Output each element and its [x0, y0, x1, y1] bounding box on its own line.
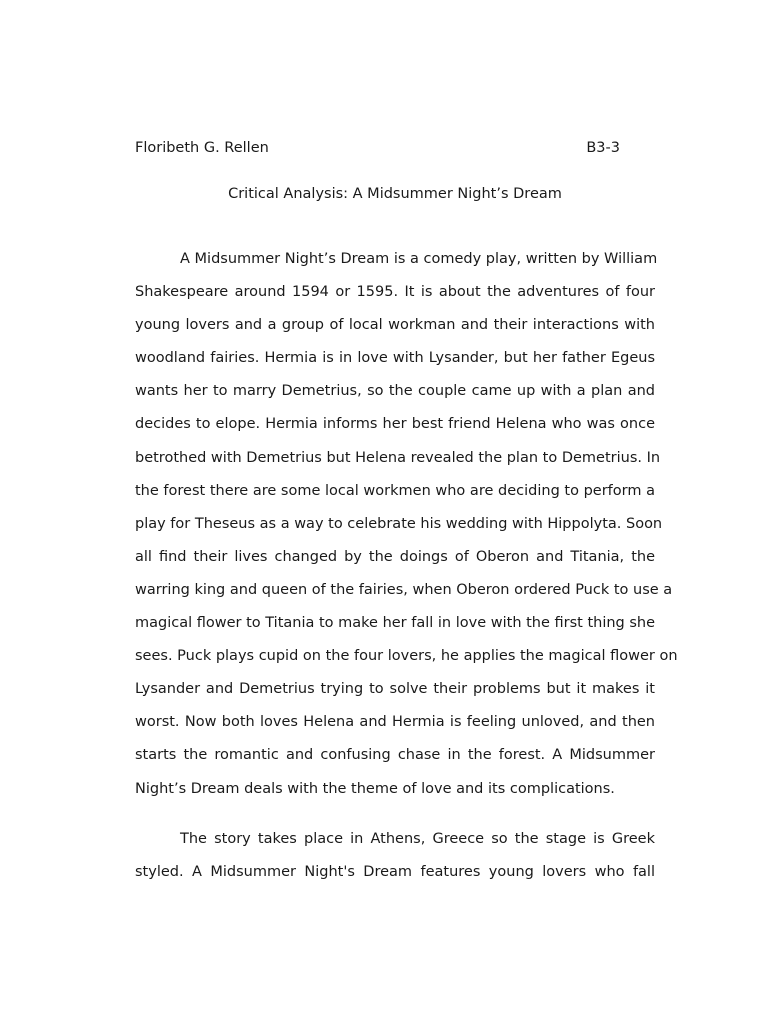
author-name: Floribeth G. Rellen	[135, 140, 269, 156]
paragraph-line: sees. Puck plays cupid on the four lovers, he applies the magical flower on	[135, 648, 678, 665]
paragraph-line: starts the romantic and confusing chase in the forest. A Midsummer	[135, 747, 655, 764]
paragraph-line: warring king and queen of the fairies, when Oberon ordered Puck to use a	[135, 581, 673, 598]
paragraph-line: woodland fairies. Hermia is in love with Lysander, but her father Egeus	[135, 350, 655, 367]
paragraph-line: styled. A Midsummer Night's Dream features young lovers who fall	[135, 864, 655, 881]
paragraph-line: all find their lives changed by the doings of Oberon and Titania, the	[135, 548, 655, 565]
paragraph-line: wants her to marry Demetrius, so the couple came up with a plan and	[135, 383, 655, 400]
paragraph-line: Night’s Dream deals with the theme of love and its complications.	[135, 780, 615, 797]
paragraph-line: the forest there are some local workmen who are deciding to perform a	[135, 482, 655, 499]
paragraph-line: play for Theseus as a way to celebrate his wedding with Hippolyta. Soon	[135, 515, 663, 532]
paragraph-line: decides to elope. Hermia informs her best friend Helena who was once	[135, 416, 655, 433]
section-code: B3-3	[586, 140, 620, 156]
paragraph-line: betrothed with Demetrius but Helena revealed the plan to Demetrius. In	[135, 449, 661, 466]
paragraph-line: Lysander and Demetrius trying to solve their problems but it makes it	[135, 681, 655, 698]
body-paragraph-2	[135, 823, 655, 889]
paragraph-line: A Midsummer Night’s Dream is a comedy play, written by William	[180, 251, 658, 267]
paragraph-line: The story takes place in Athens, Greece so the stage is Greek	[180, 831, 655, 847]
paragraph-line: worst. Now both loves Helena and Hermia is feeling unloved, and then	[135, 714, 655, 731]
body-paragraph-1	[135, 243, 678, 806]
paragraph-line: Shakespeare around 1594 or 1595. It is about the adventures of four	[135, 284, 655, 301]
paragraph-line: magical flower to Titania to make her fall in love with the first thing she	[135, 615, 656, 632]
document-title: Critical Analysis: A Midsummer Night’s Dream	[228, 186, 562, 202]
paragraph-line: young lovers and a group of local workman and their interactions with	[135, 317, 655, 334]
document-header	[135, 138, 625, 158]
